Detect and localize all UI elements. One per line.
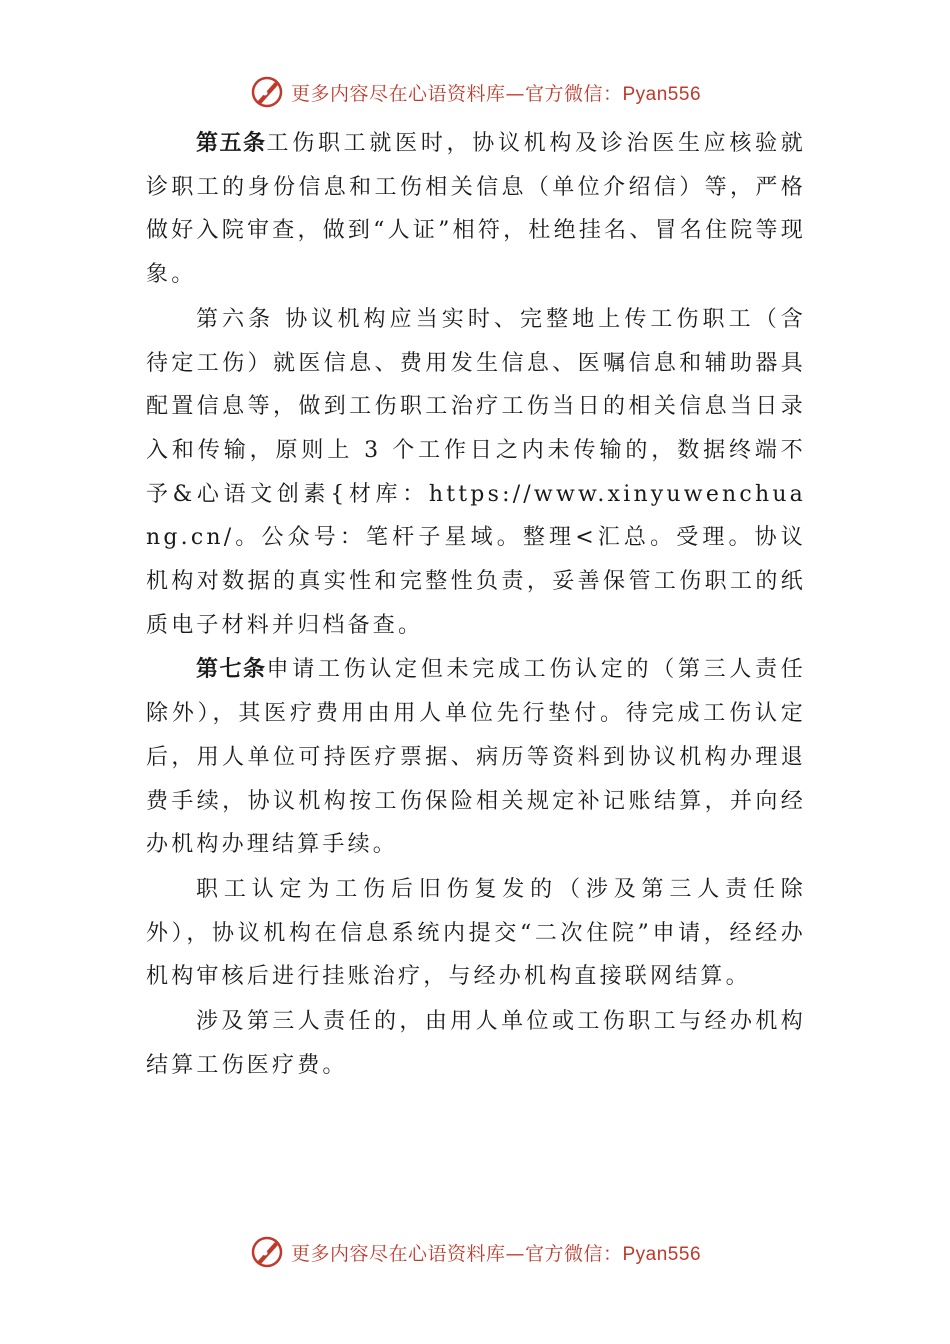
paragraph-third-party <box>146 1000 806 1087</box>
watermark-text: 更多内容尽在心语资料库—官方微信：Pyan556 <box>290 1242 702 1265</box>
article-heading: 第五条 <box>196 131 267 156</box>
paragraph-text: 工伤职工就医时，协议机构及诊治医生应核验就诊职工的身份信息和工伤相关信息（单位介绍信）等，严格做好入院审查，做到“人证”相符，杜绝挂名、冒名住院等现象。 <box>146 131 806 288</box>
paragraph-article-6 <box>146 298 806 648</box>
footer-watermark <box>0 1232 950 1272</box>
pen-logo-icon <box>249 74 285 110</box>
watermark-text: 更多内容尽在心语资料库—官方微信：Pyan556 <box>290 82 702 105</box>
header-watermark <box>0 72 950 112</box>
document-body <box>146 122 806 1088</box>
paragraph-text: 第六条 协议机构应当实时、完整地上传工伤职工（含待定工伤）就医信息、费用发生信息、医嘱信息和辅助器具配置信息等，做到工伤职工治疗工伤当日的相关信息当日录入和传输，原则上 3 个工作日之内未传输的，数据终端不予&心语文创素{材库：https://www.xinyuwenchuang.cn/。公众号：笔杆子星域。整理<汇总。受理。协议机构对数据的真实性和完整性负责，妥善保管工伤职工的纸质电子材料并归档备查。 <box>146 306 806 638</box>
paragraph-text: 申请工伤认定但未完成工伤认定的（第三人责任除外），其医疗费用由用人单位先行垫付。待完成工伤认定后，用人单位可持医疗票据、病历等资料到协议机构办理退费手续，协议机构按工伤保险相关规定补记账结算，并向经办机构办理结算手续。 <box>146 657 806 858</box>
paragraph-recurrence <box>146 868 806 999</box>
article-heading: 第七条 <box>196 657 267 683</box>
paragraph-text: 职工认定为工伤后旧伤复发的（涉及第三人责任除外），协议机构在信息系统内提交“二次住院”申请，经经办机构审核后进行挂账治疗，与经办机构直接联网结算。 <box>146 876 806 990</box>
paragraph-text: 涉及第三人责任的，由用人单位或工伤职工与经办机构结算工伤医疗费。 <box>146 1009 806 1078</box>
paragraph-article-5 <box>146 122 806 297</box>
paragraph-article-7 <box>146 648 806 867</box>
pen-logo-icon <box>249 1234 285 1270</box>
